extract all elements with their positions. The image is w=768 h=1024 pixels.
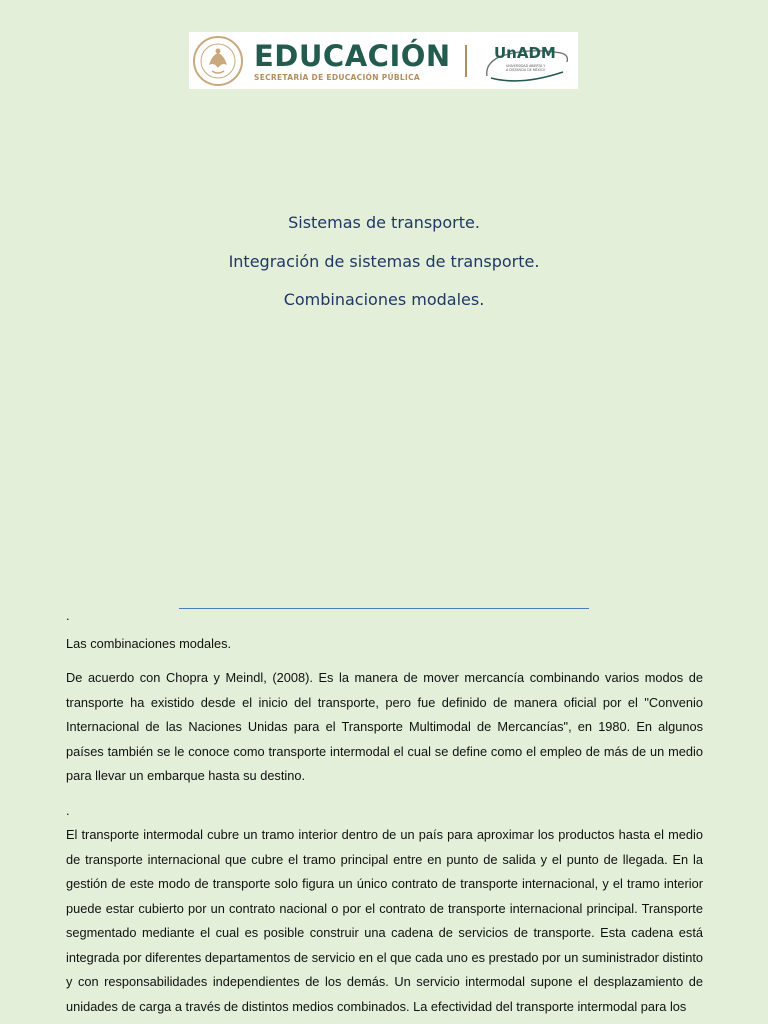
unadm-sub2: A DISTANCIA DE MÉXICO [505,67,545,72]
title-line-3: Combinaciones modales. [283,290,485,309]
separator-dot-2: . [66,803,70,818]
brand-title: EDUCACIÓN [254,38,451,73]
paragraph-2: El transporte intermodal cubre un tramo interior dentro de un país para aproximar los productos hasta el medio de transporte internacional que cubre el tramo principal entre en punto de salida y el punto de llegada. En la gestión de este modo de transporte solo figura un único contrato de transporte internacional, y el tramo interior puede estar cubierto por un contrato nacional o por el contrato de transporte internacional principal. Transporte segmentado mediante el cual es posible construir una cadena de servicios de transporte. Esta cadena está integrada por diferentes departamentos de servicio en el que cada uno es prestado por un suministrador distinto y con responsabilidades independientes de los demás. Un servicio intermodal supone el desplazamiento de unidades de carga a través de distintos medios combinados. La efectividad del transporte intermodal para los [66,827,703,1014]
brand-subtitle: SECRETARÍA DE EDUCACIÓN PÚBLICA [254,72,420,82]
banner-divider [465,45,467,77]
section-heading: Las combinaciones modales. [66,636,232,651]
unadm-sub1: UNIVERSIDAD ABIERTA Y [505,63,545,68]
title-line-1: Sistemas de transporte. [288,213,480,232]
title-line-2: Integración de sistemas de transporte. [228,251,540,271]
document-title-block [0,210,768,326]
paragraph-1: De acuerdo con Chopra y Meindl, (2008). Es la manera de mover mercancía combinando varios modos de transporte ha existido desde el inicio del transporte, pero fue definido de manera oficial por el "Convenio Internacional de las Naciones Unidas para el Transporte Multimodal de Mercancías", en 1980. En algunos países también se le conoce como transporte intermodal el cual se define como el empleo de más de un medio para llevar un embarque hasta su destino. [66,670,703,783]
education-brand [254,40,451,82]
separator-dot: . [66,608,70,623]
mexico-seal-icon [192,35,244,87]
unadm-logo [481,36,573,86]
header-banner [189,32,578,89]
unadm-wordmark: UnADM [493,43,556,62]
